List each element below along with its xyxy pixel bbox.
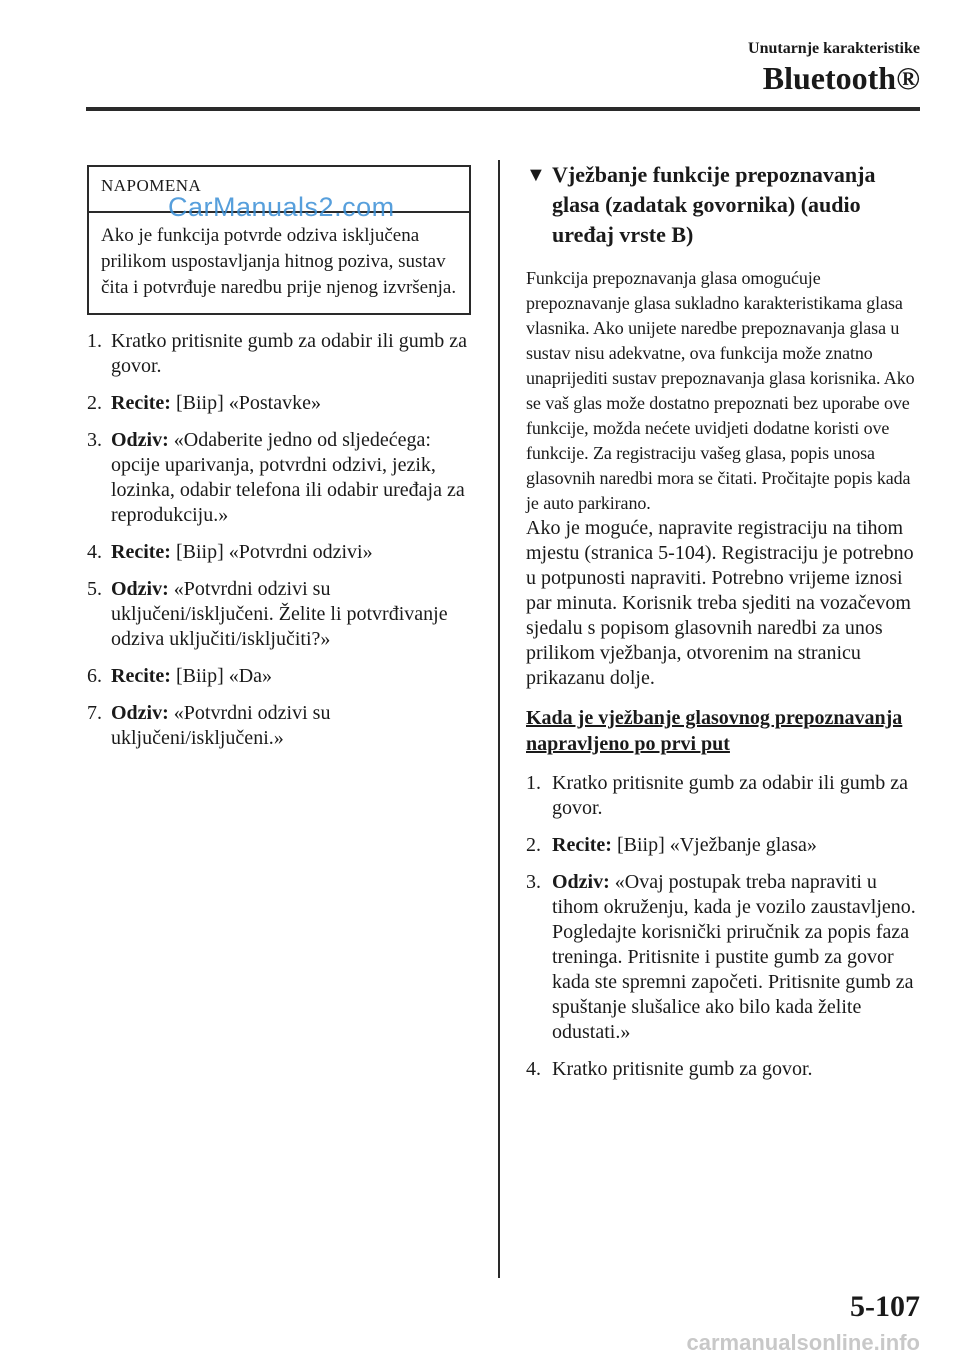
step-keyword: Recite: — [111, 392, 171, 414]
header-rule — [86, 107, 920, 111]
step-keyword: Odziv: — [111, 702, 169, 724]
step-text: Kratko pritisnite gumb za odabir ili gumb za govor. — [111, 330, 468, 377]
list-item — [87, 329, 470, 379]
intro-paragraph: Funkcija prepoznavanja glasa omogućuje prepoznavanje glasa sukladno karakteristikama glasa vlasnika. Ako unijete naredbe prepoznavanja glasa u sustav nisu adekvatne, ova funkcija može znatno unaprijediti sustav prepoznavanja glasa korisnika. Ako se vaš glas može dostatno prepoznati bez uporabe ove funkcije, možda nećete uvidjeti dodatne koristi ove funkcije. Za registraciju vašeg glasa, popis unosa glasovnih naredbi mora se čitati. Pročitajte popis kada je auto parkirano. — [526, 268, 915, 513]
body-paragraph: Ako je moguće, napravite registraciju na tihom mjestu (stranica 5-104). Registraciju je potrebno u potpunosti napraviti. Potrebno vrijeme iznosi par minuta. Korisnik treba sjediti na vozačevom sjedalu s popisom glasovnih naredbi za unos prilikom vježbanja, otvorenim na stranicu prikazanu dolje. — [526, 517, 914, 689]
triangle-marker-icon: ▼ — [526, 164, 546, 186]
step-number: 4. — [526, 1058, 541, 1080]
step-keyword: Recite: — [111, 665, 171, 687]
step-text: [Biip] «Da» — [170, 665, 273, 687]
section-heading-text: Vježbanje funkcije prepoznavanja glasa (zadatak govornika) (audio uređaj vrste B) — [552, 162, 876, 247]
step-number: 4. — [87, 541, 102, 563]
list-item — [87, 391, 470, 416]
list-item — [87, 540, 470, 565]
section-heading — [526, 160, 916, 250]
step-keyword: Recite: — [111, 541, 171, 563]
list-item — [87, 428, 470, 528]
step-number: 7. — [87, 702, 102, 724]
right-column — [526, 160, 916, 1094]
list-item — [87, 701, 470, 751]
step-text: «Odaberite jedno od sljedećega: opcije uparivanja, potvrdni odzivi, jezik, lozinka, odabir telefona ili odabir uređaja za reprodukciju.» — [111, 429, 465, 526]
step-text: «Potvrdni odzivi su uključeni/isključeni.» — [111, 702, 331, 749]
note-heading: NAPOMENA — [89, 167, 469, 213]
list-item — [526, 833, 916, 858]
left-column — [87, 165, 470, 763]
step-text: «Ovaj postupak treba napraviti u tihom okruženju, kada je vozilo zaustavljeno. Pogledajte korisnički priručnik za popis faza treninga. Pritisnite i pustite gumb za govor kada ste spremni započeti. Pritisnite gumb za spuštanje slušalice ako bilo kada želite odustati.» — [552, 871, 916, 1043]
step-text: [Biip] «Postavke» — [170, 392, 321, 414]
step-keyword: Odziv: — [552, 871, 610, 893]
left-steps-list — [87, 329, 470, 751]
watermark-logo: CarManuals2.com — [168, 192, 395, 222]
list-item — [526, 771, 916, 821]
running-header-section: Unutarnje karakteristike — [748, 40, 920, 57]
step-number: 3. — [87, 429, 102, 451]
right-steps-list — [526, 771, 916, 1082]
step-text: [Biip] «Vježbanje glasa» — [611, 834, 817, 856]
step-number: 2. — [87, 392, 102, 414]
step-text: [Biip] «Potvrdni odzivi» — [170, 541, 373, 563]
step-keyword: Recite: — [552, 834, 612, 856]
step-number: 1. — [526, 772, 541, 794]
step-keyword: Odziv: — [111, 429, 169, 451]
step-number: 3. — [526, 871, 541, 893]
step-text: «Potvrdni odzivi su uključeni/isključeni. Želite li potvrđivanje odziva uključiti/isključiti?» — [111, 578, 448, 650]
list-item — [87, 577, 470, 652]
note-box — [87, 165, 471, 315]
step-text: Kratko pritisnite gumb za odabir ili gumb za govor. — [552, 772, 909, 819]
step-number: 1. — [87, 330, 102, 352]
subheading: Kada je vježbanje glasovnog prepoznavanja napravljeno po prvi put — [526, 707, 903, 755]
step-number: 5. — [87, 578, 102, 600]
step-text: Kratko pritisnite gumb za govor. — [552, 1058, 813, 1080]
list-item — [87, 664, 470, 689]
page-number: 5-107 — [850, 1290, 920, 1323]
step-number: 6. — [87, 665, 102, 687]
list-item — [526, 870, 916, 1045]
note-body: Ako je funkcija potvrde odziva isključena prilikom uspostavljanja hitnog poziva, sustav čita i potvrđuje naredbu prije njenog izvršenja. — [101, 225, 457, 298]
column-divider — [498, 160, 500, 1278]
list-item — [526, 1057, 916, 1082]
footer-watermark: carmanualsonline.info — [686, 1330, 920, 1355]
step-number: 2. — [526, 834, 541, 856]
running-header-title: Bluetooth® — [762, 60, 920, 96]
step-keyword: Odziv: — [111, 578, 169, 600]
